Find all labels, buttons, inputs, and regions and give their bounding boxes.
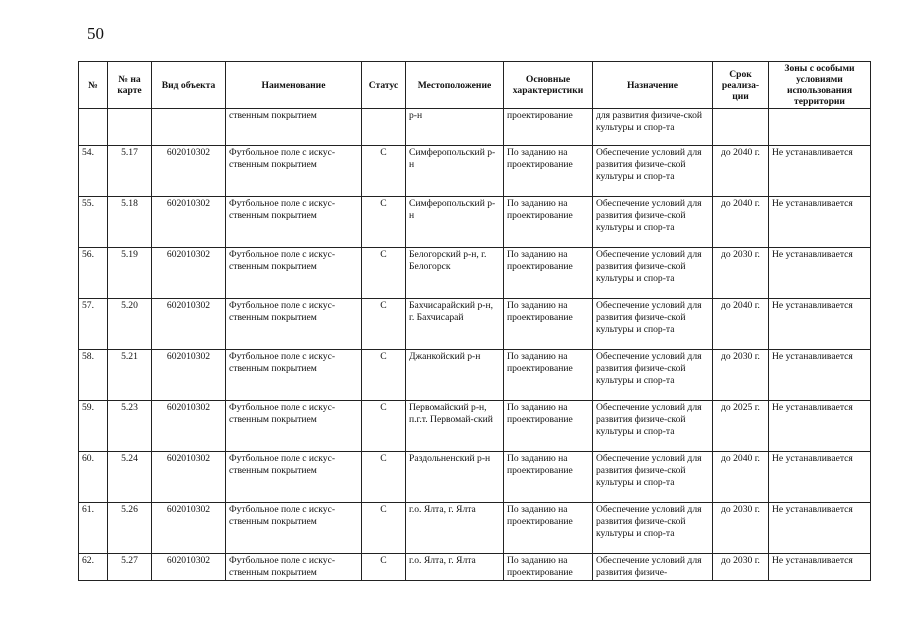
table-row — [79, 299, 871, 350]
cell-num: 58. — [79, 350, 108, 401]
cell-status: С — [362, 452, 406, 503]
cell-purpose: Обеспечение условий для развития физиче-ской культуры и спор-та — [593, 299, 713, 350]
cell-status: С — [362, 350, 406, 401]
cell-object-type: 602010302 — [152, 554, 226, 581]
table-row — [79, 401, 871, 452]
cell-location: Раздольненский р-н — [406, 452, 504, 503]
cell-term: до 2040 г. — [713, 146, 769, 197]
cell-name: Футбольное поле с искус-ственным покрытием — [226, 503, 362, 554]
cell-purpose: Обеспечение условий для развития физиче-ской культуры и спор-та — [593, 350, 713, 401]
cell-term: до 2030 г. — [713, 503, 769, 554]
cell-num: 60. — [79, 452, 108, 503]
header-location: Местоположение — [406, 62, 504, 109]
page-number: 50 — [87, 24, 104, 43]
cell-term: до 2030 г. — [713, 350, 769, 401]
cell-num: 59. — [79, 401, 108, 452]
table-row — [79, 248, 871, 299]
cell-purpose: Обеспечение условий для развития физиче-ской культуры и спор-та — [593, 146, 713, 197]
cell-characteristics: проектирование — [504, 109, 593, 146]
cell-characteristics: По заданию на проектирование — [504, 146, 593, 197]
cell-object-type: 602010302 — [152, 248, 226, 299]
cell-name: Футбольное поле с искус-ственным покрытием — [226, 146, 362, 197]
cell-object-type: 602010302 — [152, 401, 226, 452]
cell-location: Джанкойский р-н — [406, 350, 504, 401]
cell-map-num: 5.21 — [108, 350, 152, 401]
cell-object-type: 602010302 — [152, 197, 226, 248]
cell-object-type — [152, 109, 226, 146]
cell-name: ственным покрытием — [226, 109, 362, 146]
cell-status: С — [362, 248, 406, 299]
cell-purpose: Обеспечение условий для развития физиче-ской культуры и спор-та — [593, 197, 713, 248]
cell-object-type: 602010302 — [152, 350, 226, 401]
cell-characteristics: По заданию на проектирование — [504, 248, 593, 299]
cell-location: Симферопольский р-н — [406, 197, 504, 248]
cell-zones: Не устанавливается — [769, 248, 871, 299]
header-object-type: Вид объекта — [152, 62, 226, 109]
cell-zones: Не устанавливается — [769, 197, 871, 248]
cell-name: Футбольное поле с искус-ственным покрытием — [226, 452, 362, 503]
cell-map-num — [108, 109, 152, 146]
cell-location: Симферопольский р-н — [406, 146, 504, 197]
cell-object-type: 602010302 — [152, 452, 226, 503]
cell-purpose: Обеспечение условий для развития физиче- — [593, 554, 713, 581]
cell-map-num: 5.17 — [108, 146, 152, 197]
cell-num: 57. — [79, 299, 108, 350]
cell-characteristics: По заданию на проектирование — [504, 452, 593, 503]
cell-location: г.о. Ялта, г. Ялта — [406, 503, 504, 554]
cell-map-num: 5.26 — [108, 503, 152, 554]
table-row-continuation — [79, 109, 871, 146]
cell-purpose: Обеспечение условий для развития физиче-ской культуры и спор-та — [593, 503, 713, 554]
cell-zones: Не устанавливается — [769, 350, 871, 401]
table-row — [79, 350, 871, 401]
table-row — [79, 503, 871, 554]
cell-map-num: 5.20 — [108, 299, 152, 350]
header-purpose: Назначение — [593, 62, 713, 109]
objects-table — [78, 61, 871, 581]
cell-purpose: для развития физиче-ской культуры и спор-та — [593, 109, 713, 146]
cell-zones: Не устанавливается — [769, 452, 871, 503]
header-num: № — [79, 62, 108, 109]
cell-location: Белогорский р-н, г. Белогорск — [406, 248, 504, 299]
cell-object-type: 602010302 — [152, 146, 226, 197]
cell-name: Футбольное поле с искус-ственным покрытием — [226, 197, 362, 248]
cell-term: до 2030 г. — [713, 554, 769, 581]
cell-characteristics: По заданию на проектирование — [504, 197, 593, 248]
cell-map-num: 5.23 — [108, 401, 152, 452]
cell-num: 55. — [79, 197, 108, 248]
header-map-num: № на карте — [108, 62, 152, 109]
cell-name: Футбольное поле с искус-ственным покрытием — [226, 248, 362, 299]
cell-characteristics: По заданию на проектирование — [504, 401, 593, 452]
cell-status: С — [362, 554, 406, 581]
header-name: Наименование — [226, 62, 362, 109]
cell-zones: Не устанавливается — [769, 146, 871, 197]
cell-zones: Не устанавливается — [769, 299, 871, 350]
cell-characteristics: По заданию на проектирование — [504, 350, 593, 401]
cell-status: С — [362, 503, 406, 554]
cell-name: Футбольное поле с искус-ственным покрытием — [226, 299, 362, 350]
cell-object-type: 602010302 — [152, 503, 226, 554]
cell-term: до 2040 г. — [713, 299, 769, 350]
cell-status: С — [362, 401, 406, 452]
cell-name: Футбольное поле с искус-ственным покрытием — [226, 554, 362, 581]
cell-status — [362, 109, 406, 146]
cell-term: до 2040 г. — [713, 197, 769, 248]
table-row — [79, 452, 871, 503]
table-row — [79, 197, 871, 248]
cell-term — [713, 109, 769, 146]
cell-term: до 2030 г. — [713, 248, 769, 299]
cell-purpose: Обеспечение условий для развития физиче-ской культуры и спор-та — [593, 401, 713, 452]
cell-name: Футбольное поле с искус-ственным покрытием — [226, 350, 362, 401]
cell-location: р-н — [406, 109, 504, 146]
cell-num: 61. — [79, 503, 108, 554]
cell-map-num: 5.24 — [108, 452, 152, 503]
table-row — [79, 146, 871, 197]
cell-purpose: Обеспечение условий для развития физиче-ской культуры и спор-та — [593, 452, 713, 503]
cell-object-type: 602010302 — [152, 299, 226, 350]
cell-location: Первомайский р-н, п.г.т. Первомай-ский — [406, 401, 504, 452]
cell-purpose: Обеспечение условий для развития физиче-ской культуры и спор-та — [593, 248, 713, 299]
cell-zones: Не устанавливается — [769, 401, 871, 452]
header-term: Срок реализа-ции — [713, 62, 769, 109]
cell-num: 54. — [79, 146, 108, 197]
header-status: Статус — [362, 62, 406, 109]
cell-status: С — [362, 197, 406, 248]
cell-map-num: 5.19 — [108, 248, 152, 299]
cell-zones — [769, 109, 871, 146]
cell-num: 62. — [79, 554, 108, 581]
cell-characteristics: По заданию на проектирование — [504, 299, 593, 350]
cell-zones: Не устанавливается — [769, 503, 871, 554]
cell-location: Бахчисарайский р-н, г. Бахчисарай — [406, 299, 504, 350]
cell-map-num: 5.27 — [108, 554, 152, 581]
cell-num: 56. — [79, 248, 108, 299]
cell-characteristics: По заданию на проектирование — [504, 503, 593, 554]
header-characteristics: Основные характеристики — [504, 62, 593, 109]
table-header-row — [79, 62, 871, 109]
cell-characteristics: По заданию на проектирование — [504, 554, 593, 581]
cell-term: до 2025 г. — [713, 401, 769, 452]
cell-location: г.о. Ялта, г. Ялта — [406, 554, 504, 581]
header-zones: Зоны с особыми условиями использования территории — [769, 62, 871, 109]
table-row — [79, 554, 871, 581]
cell-map-num: 5.18 — [108, 197, 152, 248]
cell-term: до 2040 г. — [713, 452, 769, 503]
cell-status: С — [362, 146, 406, 197]
cell-zones: Не устанавливается — [769, 554, 871, 581]
cell-status: С — [362, 299, 406, 350]
cell-num — [79, 109, 108, 146]
cell-name: Футбольное поле с искус-ственным покрытием — [226, 401, 362, 452]
